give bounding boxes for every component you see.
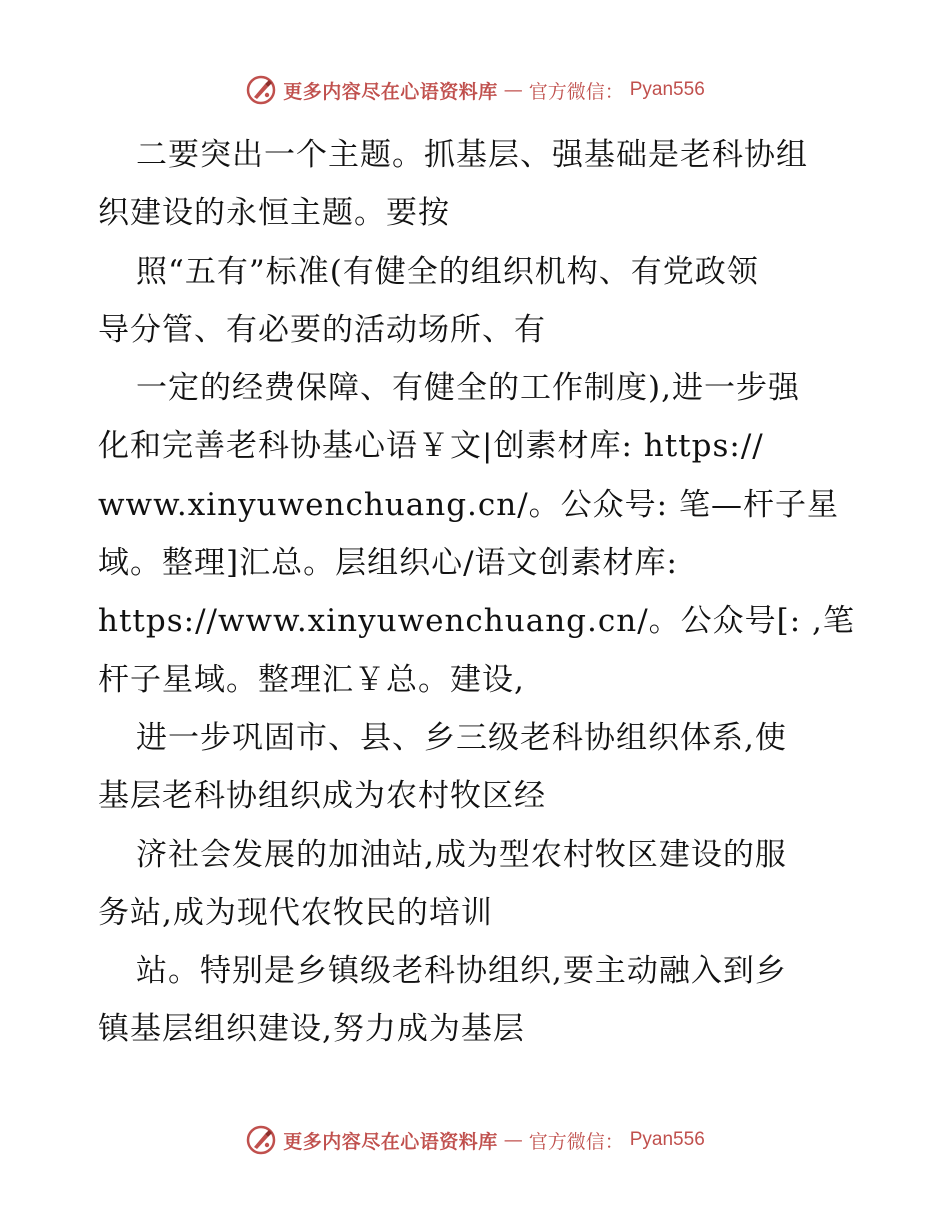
text-line: https://www.xinyuwenchuang.cn/。公众号[: ,笔: [98, 603, 855, 640]
text-line: 站。特别是乡镇级老科协组织,要主动融入到乡: [136, 953, 787, 990]
text-line: 织建设的永恒主题。要按: [98, 195, 450, 232]
header-watermark: [0, 72, 950, 108]
document-body: [98, 126, 858, 1059]
text-line: 一定的经费保障、有健全的工作制度),进一步强: [136, 370, 800, 407]
text-line: 基层老科协组织成为农村牧区经: [98, 778, 546, 815]
footer-watermark: [0, 1122, 950, 1158]
pen-logo-icon: [245, 1124, 277, 1156]
pen-logo-icon: [245, 74, 277, 106]
watermark-brand-text: 更多内容尽在心语资料库: [283, 80, 498, 103]
text-line: 二要突出一个主题。抓基层、强基础是老科协组: [136, 137, 808, 173]
text-line: 照“五有”标准(有健全的组织机构、有党政领: [136, 253, 759, 290]
text-line: 务站,成为现代农牧民的培训: [98, 894, 493, 931]
text-line: 杆子星域。整理汇￥总。建设,: [98, 661, 525, 698]
text-line: 导分管、有必要的活动场所、有: [98, 311, 546, 348]
text-line: 济社会发展的加油站,成为型农村牧区建设的服: [136, 836, 787, 873]
text-line: 化和完善老科协基心语￥文|创素材库: https://: [98, 428, 764, 465]
text-line: 镇基层组织建设,努力成为基层: [98, 1011, 525, 1048]
text-line: 域。整理]汇总。层组织心/语文创素材库:: [98, 545, 678, 582]
watermark-contact-label: 官方微信：: [528, 80, 624, 103]
watermark-handle: Pyan556: [629, 1129, 705, 1150]
text-line: www.xinyuwenchuang.cn/。公众号: 笔—杆子星: [98, 486, 839, 523]
watermark-contact-label: 官方微信：: [528, 1130, 624, 1153]
watermark-dash: —: [503, 1129, 523, 1151]
text-line: 进一步巩固市、县、乡三级老科协组织体系,使: [136, 719, 787, 756]
watermark-brand-text: 更多内容尽在心语资料库: [283, 1130, 498, 1153]
watermark-dash: —: [503, 79, 523, 101]
watermark-handle: Pyan556: [629, 79, 705, 100]
